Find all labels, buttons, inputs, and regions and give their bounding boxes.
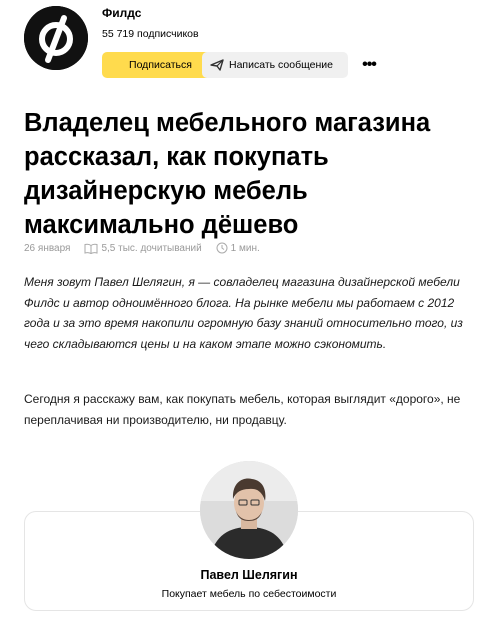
- clock-icon: [216, 242, 228, 254]
- read-count: 5,5 тыс. дочитываний: [101, 242, 202, 254]
- author-name[interactable]: Павел Шелягин: [200, 568, 298, 582]
- publish-date: 26 января: [24, 242, 71, 254]
- author-description: Покупает мебель по себестоимости: [161, 588, 337, 600]
- body-paragraph: Сегодня я расскажу вам, как покупать мебель, которая выглядит «дорого», не переплачивая ни производителю, ни продавцу.: [24, 392, 461, 427]
- write-message-label: Написать сообщение: [229, 59, 333, 71]
- fields-logo-icon: [24, 6, 88, 70]
- channel-name[interactable]: Филдс: [102, 6, 142, 20]
- write-message-button[interactable]: [202, 52, 348, 78]
- article-meta: [24, 240, 260, 256]
- send-message-icon: [210, 59, 224, 71]
- article-title: Владелец мебельного магазина рассказал, как покупать дизайнерскую мебель максимально дёшево: [24, 109, 431, 239]
- subscribe-button-label: Подписаться: [129, 59, 192, 71]
- channel-logo[interactable]: [24, 6, 88, 70]
- read-time: 1 мин.: [230, 242, 260, 254]
- book-icon: [84, 243, 98, 254]
- more-dots-icon: •••: [362, 56, 376, 73]
- intro-paragraph: Меня зовут Павел Шелягин, я — совладелец магазина дизайнерской мебели Филдс и автор одноимённого блога. На рынке мебели мы работаем с 2012 года и за это время накопили огромную базу знаний относительно того, из чего складываются цены и на каком этапе можно сэкономить.: [24, 275, 463, 351]
- author-avatar[interactable]: [200, 461, 298, 559]
- more-options-button[interactable]: [358, 52, 380, 78]
- subscriber-count: 55 719 подписчиков: [102, 28, 199, 40]
- author-photo: [200, 461, 298, 559]
- channel-header: [24, 6, 474, 82]
